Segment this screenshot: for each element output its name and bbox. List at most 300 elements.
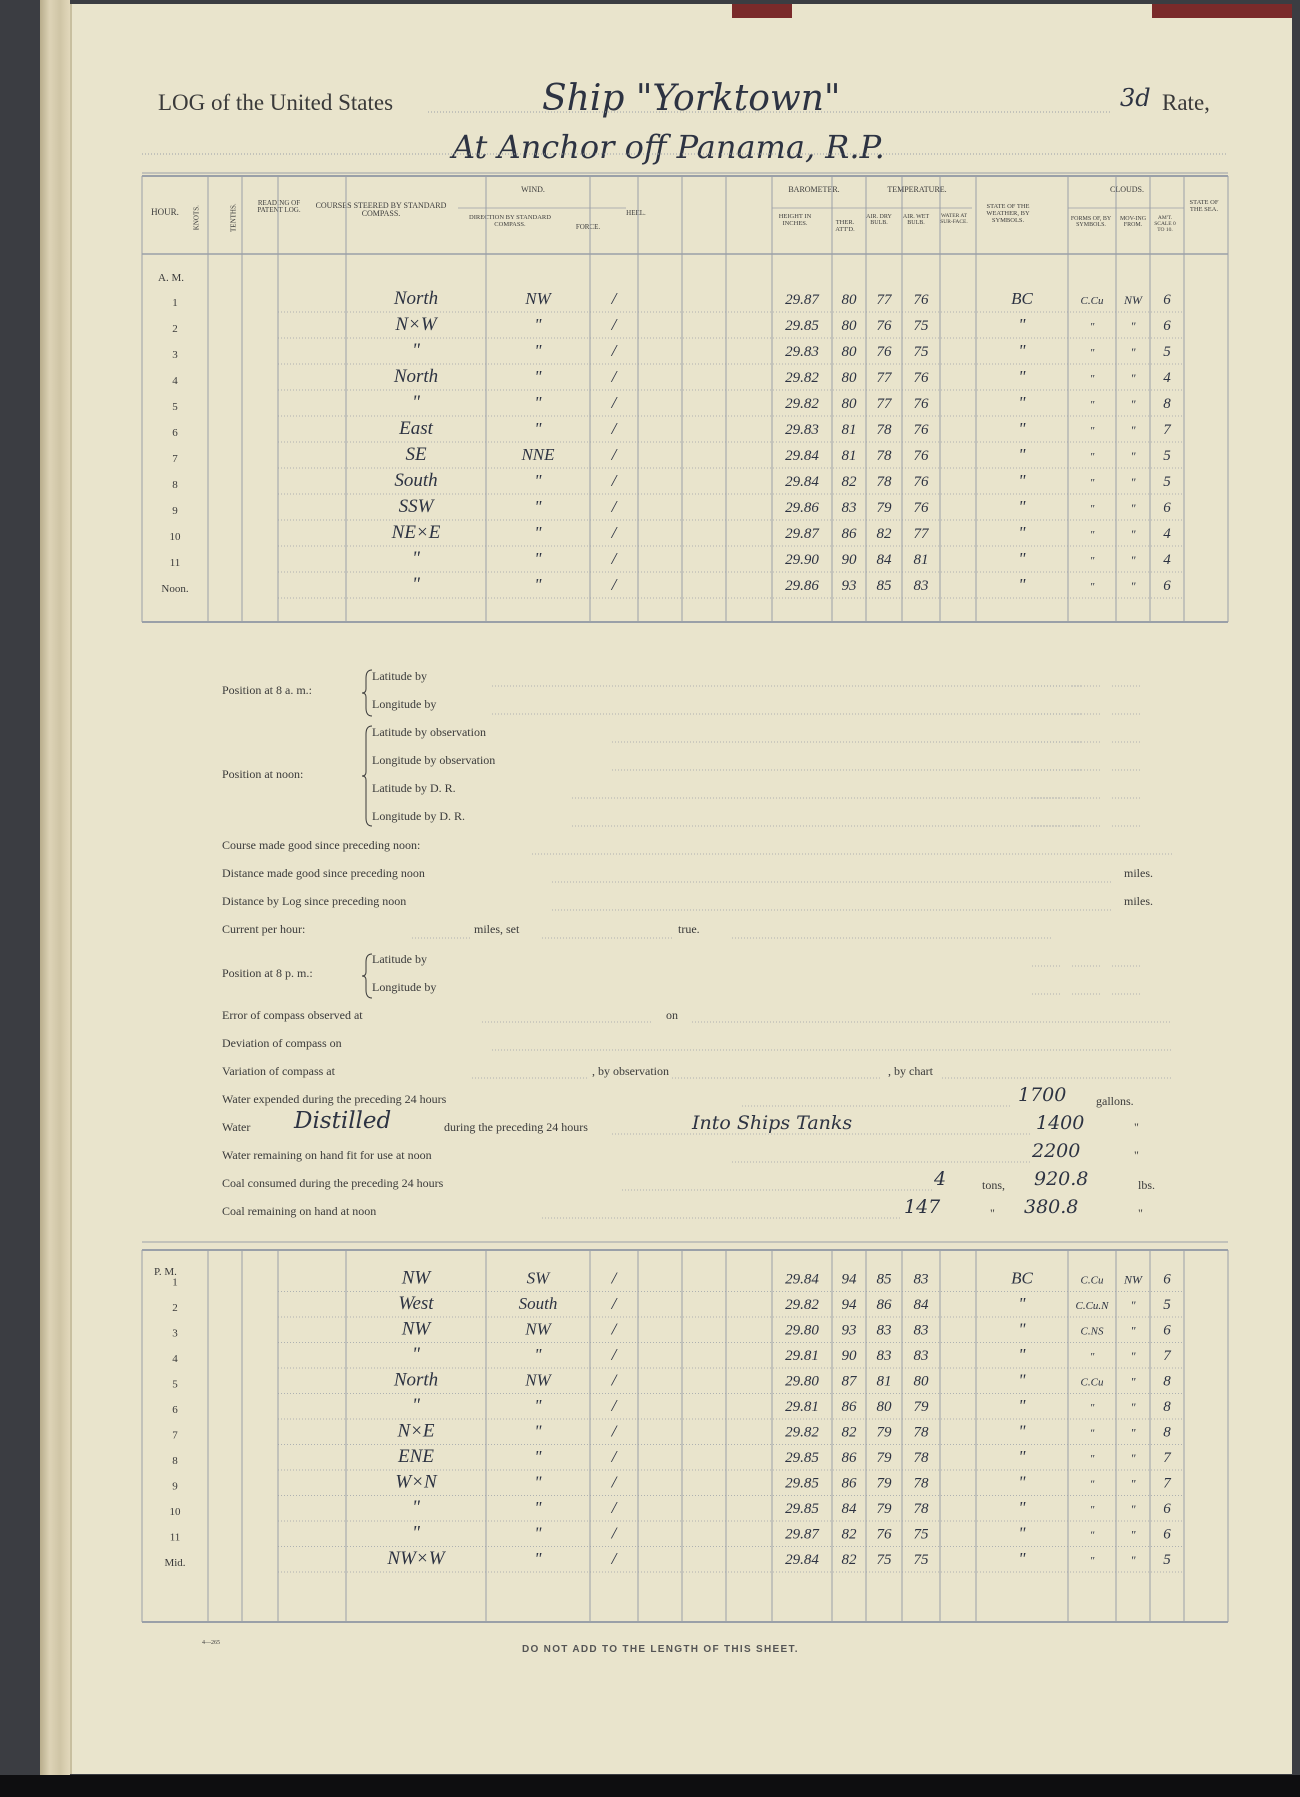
coal-consumed-label: Coal consumed during the preceding 24 hours — [222, 1176, 444, 1190]
pm-wet-bulb: 80 — [913, 1373, 929, 1390]
pm-barometer: 29.82 — [785, 1424, 819, 1441]
am-wind-force: / — [611, 471, 617, 490]
col-heel: HEEL. — [626, 209, 646, 217]
ship-rate: 3d — [1120, 84, 1151, 112]
am-hour-label: 5 — [172, 401, 178, 413]
am-wind-force: / — [611, 549, 617, 568]
pm-wind-direction: " — [534, 1345, 542, 1364]
water-remaining-value: 2200 — [1032, 1140, 1081, 1162]
pm-cloud-forms: " — [1089, 1427, 1095, 1440]
pm-wet-bulb: 83 — [913, 1271, 929, 1288]
am-wind-force: / — [611, 341, 617, 360]
am-hour-label: 8 — [172, 479, 178, 491]
water-during: during the preceding 24 hours — [444, 1120, 588, 1134]
pm-barometer: 29.84 — [785, 1552, 819, 1568]
pm-cloud-forms: C.Cu.N — [1075, 1300, 1109, 1312]
pm-dry-bulb: 81 — [876, 1373, 892, 1390]
lon-by-8pm: Longitude by — [372, 980, 437, 994]
am-wet-bulb: 81 — [913, 552, 929, 568]
log-grid — [72, 4, 1292, 1774]
pm-wind-direction: NW — [525, 1319, 551, 1339]
miles-unit: miles. — [1124, 894, 1153, 908]
page-stack-edge — [40, 0, 70, 1775]
col-air-wet: AIR. WET BULB. — [902, 214, 930, 227]
pm-cloud-amount: 8 — [1163, 1424, 1171, 1441]
position-8am-label: Position at 8 a. m.: — [222, 683, 312, 697]
am-wind-direction: " — [534, 497, 542, 516]
am-weather: BC — [1011, 289, 1033, 308]
am-cloud-amount: 5 — [1163, 448, 1171, 464]
miles-unit: miles. — [1124, 866, 1153, 880]
am-dry-bulb: 82 — [876, 526, 892, 542]
am-wet-bulb: 77 — [913, 526, 929, 542]
pm-wet-bulb: 78 — [913, 1450, 929, 1466]
col-air-dry: AIR. DRY BULB. — [866, 214, 892, 227]
pm-dry-bulb: 79 — [876, 1450, 892, 1466]
am-course: South — [394, 470, 438, 491]
am-barometer: 29.87 — [785, 526, 819, 542]
am-barometer: 29.86 — [785, 578, 819, 594]
pm-wind-force: / — [611, 1523, 617, 1543]
am-wet-bulb: 76 — [913, 474, 929, 490]
pm-barometer: 29.85 — [785, 1475, 819, 1492]
am-dry-bulb: 76 — [876, 318, 892, 334]
am-barometer: 29.83 — [785, 344, 819, 360]
pm-wind-direction: " — [534, 1523, 542, 1543]
coal-consumed-tons: 4 — [934, 1168, 947, 1190]
am-dry-bulb: 77 — [876, 396, 892, 412]
am-ther-att: 93 — [841, 578, 857, 594]
am-course: SSW — [398, 496, 434, 517]
am-barometer: 29.82 — [785, 396, 819, 412]
pm-wind-direction: " — [534, 1396, 542, 1415]
am-course: " — [412, 392, 420, 413]
current-per-hour: Current per hour: — [222, 922, 306, 936]
am-wind-force: / — [611, 289, 617, 308]
am-cloud-moving: " — [1130, 345, 1136, 359]
am-ther-att: 83 — [841, 500, 857, 516]
lat-by-8am: Latitude by — [372, 669, 427, 683]
am-cloud-moving: NW — [1124, 293, 1142, 307]
pm-cloud-forms: C.Cu — [1080, 1274, 1104, 1287]
pm-wind-force: / — [611, 1447, 617, 1466]
pm-wind-direction: " — [534, 1498, 542, 1517]
am-wind-force: / — [611, 497, 617, 516]
pm-cloud-forms: " — [1089, 1351, 1095, 1363]
pm-cloud-amount: 8 — [1163, 1399, 1171, 1415]
pm-cloud-amount: 5 — [1163, 1297, 1171, 1313]
current-miles-set: miles, set — [474, 922, 520, 936]
pm-cloud-amount: 7 — [1163, 1450, 1171, 1466]
water-expended-value: 1700 — [1018, 1084, 1067, 1106]
pm-cloud-moving: " — [1130, 1323, 1136, 1338]
lon-observation: Longitude by observation — [372, 753, 496, 767]
course-made-good: Course made good since preceding noon: — [222, 838, 421, 852]
am-wind-direction: NNE — [521, 445, 555, 464]
pm-weather: " — [1018, 1294, 1026, 1313]
deviation-of-compass: Deviation of compass on — [222, 1036, 342, 1050]
pm-weather: " — [1018, 1319, 1026, 1339]
am-ther-att: 82 — [841, 474, 857, 490]
am-dry-bulb: 84 — [876, 552, 892, 568]
am-hour-label: 6 — [172, 427, 178, 439]
col-knots: KNOTS. — [192, 205, 201, 231]
pm-wind-force: / — [611, 1421, 617, 1441]
col-hour: HOUR. — [151, 207, 179, 217]
variation-by-chart: , by chart — [888, 1064, 933, 1078]
error-on-label: on — [666, 1008, 678, 1022]
form-number: 4—265 — [202, 1640, 220, 1646]
col-cloud-amount: AM'T. SCALE 0 TO 10. — [1154, 215, 1176, 233]
pm-course: " — [412, 1497, 420, 1518]
pm-hour-label: 9 — [172, 1480, 178, 1493]
gallons-unit: gallons. — [1096, 1094, 1134, 1108]
pm-course: West — [398, 1293, 434, 1314]
am-dry-bulb: 77 — [876, 370, 892, 386]
am-cloud-forms: " — [1089, 477, 1095, 489]
pm-dry-bulb: 86 — [876, 1297, 892, 1313]
error-of-compass: Error of compass observed at — [222, 1008, 363, 1022]
am-hour-label: Noon. — [161, 583, 189, 595]
am-cloud-moving: " — [1130, 501, 1136, 515]
am-ther-att: 80 — [841, 318, 857, 334]
water-expended-label: Water expended during the preceding 24 hours — [222, 1092, 447, 1106]
am-wind-direction: " — [534, 549, 542, 568]
am-course: SE — [405, 444, 427, 465]
am-ther-att: 86 — [841, 526, 857, 542]
am-barometer: 29.90 — [785, 552, 819, 568]
lat-by-8pm: Latitude by — [372, 952, 427, 966]
pm-ther-att: 94 — [841, 1297, 857, 1313]
am-barometer: 29.86 — [785, 500, 819, 516]
pm-cloud-moving: " — [1130, 1527, 1136, 1542]
am-cloud-moving: " — [1130, 579, 1136, 593]
am-cloud-moving: " — [1130, 397, 1136, 411]
pm-cloud-forms: " — [1089, 1555, 1095, 1567]
pm-course: ENE — [398, 1446, 434, 1467]
pm-cloud-moving: " — [1130, 1451, 1136, 1465]
col-courses: COURSES STEERED BY STANDARD COMPASS. — [315, 201, 447, 219]
pm-cloud-amount: 7 — [1163, 1475, 1171, 1492]
am-wind-direction: " — [534, 393, 542, 412]
am-wet-bulb: 76 — [913, 500, 929, 516]
am-barometer: 29.83 — [785, 422, 819, 438]
pm-course: NW×W — [387, 1548, 445, 1569]
col-wind: WIND. — [521, 185, 545, 194]
am-wind-direction: " — [534, 315, 542, 334]
pm-cloud-moving: " — [1130, 1298, 1136, 1312]
pm-ther-att: 82 — [841, 1526, 857, 1543]
pm-cloud-forms: " — [1089, 1529, 1095, 1542]
pm-barometer: 29.81 — [785, 1348, 819, 1364]
am-cloud-amount: 7 — [1163, 422, 1171, 438]
pm-barometer: 29.85 — [785, 1501, 819, 1517]
pm-barometer: 29.81 — [785, 1399, 819, 1415]
col-tenths: TENTHS. — [229, 203, 238, 232]
pm-course: W×N — [395, 1471, 437, 1493]
am-cloud-amount: 5 — [1163, 344, 1171, 360]
am-wind-direction: NW — [525, 289, 551, 308]
pm-wind-force: / — [611, 1294, 617, 1313]
pm-cloud-forms: C.Cu — [1080, 1376, 1104, 1389]
col-patent-log: READING OF PATENT LOG. — [257, 199, 301, 215]
am-wind-direction: " — [534, 575, 542, 594]
ditto-mark: " — [1134, 1120, 1139, 1134]
am-hour-label: 3 — [172, 349, 178, 361]
am-hour-label: 1 — [172, 297, 178, 309]
am-dry-bulb: 76 — [876, 344, 892, 360]
pm-ther-att: 87 — [841, 1373, 857, 1390]
am-cloud-forms: " — [1089, 321, 1095, 333]
rate-suffix: Rate, — [1162, 90, 1210, 115]
am-cloud-forms: " — [1089, 451, 1095, 463]
pm-wind-direction: NW — [525, 1370, 551, 1390]
am-wind-force: / — [611, 367, 617, 386]
am-wind-force: / — [611, 315, 617, 334]
pm-wind-force: / — [611, 1345, 617, 1364]
pm-cloud-moving: " — [1130, 1553, 1136, 1567]
pm-hour-label: 4 — [172, 1353, 178, 1365]
col-weather: STATE OF THE WEATHER, BY SYMBOLS. — [986, 203, 1030, 224]
am-course: N×W — [395, 314, 437, 335]
am-dry-bulb: 78 — [876, 474, 892, 490]
pm-weather: " — [1018, 1523, 1026, 1543]
tons-unit: tons, — [982, 1178, 1006, 1192]
am-cloud-amount: 4 — [1163, 552, 1171, 568]
pm-wet-bulb: 83 — [913, 1322, 929, 1339]
pm-label: P. M. — [154, 1266, 177, 1278]
pm-ther-att: 82 — [841, 1552, 857, 1568]
pm-ther-att: 94 — [841, 1271, 857, 1288]
am-cloud-amount: 6 — [1163, 292, 1171, 308]
am-barometer: 29.84 — [785, 474, 819, 490]
pm-cloud-forms: " — [1089, 1504, 1095, 1516]
pm-weather: " — [1018, 1498, 1026, 1517]
pm-barometer: 29.84 — [785, 1271, 819, 1288]
pm-cloud-forms: " — [1089, 1478, 1095, 1491]
pm-wet-bulb: 78 — [913, 1424, 929, 1441]
pm-wet-bulb: 79 — [913, 1399, 929, 1415]
coal-remaining-label: Coal remaining on hand at noon — [222, 1204, 377, 1218]
ditto-mark: " — [990, 1206, 995, 1220]
am-cloud-forms: " — [1089, 425, 1095, 437]
am-cloud-moving: " — [1130, 371, 1136, 385]
am-cloud-moving: " — [1130, 319, 1136, 333]
pm-cloud-forms: C.NS — [1080, 1325, 1104, 1338]
pm-wind-force: / — [611, 1268, 617, 1288]
water-remaining-label: Water remaining on hand fit for use at noon — [222, 1148, 432, 1162]
pm-weather: " — [1018, 1345, 1026, 1364]
pm-wind-force: / — [611, 1370, 617, 1390]
water-label: Water — [222, 1120, 251, 1134]
pm-cloud-amount: 6 — [1163, 1526, 1171, 1543]
pm-course: North — [393, 1369, 439, 1391]
pm-cloud-moving: " — [1130, 1476, 1136, 1491]
pm-dry-bulb: 83 — [876, 1322, 892, 1339]
am-weather: " — [1018, 341, 1026, 360]
ditto-mark: " — [1138, 1206, 1143, 1220]
col-water-surface: WATER AT SUR-FACE. — [940, 213, 968, 225]
pm-cloud-amount: 6 — [1163, 1271, 1171, 1288]
am-cloud-forms: " — [1089, 347, 1095, 359]
pm-wet-bulb: 78 — [913, 1475, 929, 1492]
pm-dry-bulb: 76 — [876, 1526, 892, 1543]
am-course: East — [399, 418, 433, 439]
am-ther-att: 80 — [841, 292, 857, 308]
lbs-unit: lbs. — [1138, 1178, 1156, 1192]
lat-observation: Latitude by observation — [372, 725, 486, 739]
am-dry-bulb: 78 — [876, 448, 892, 464]
distance-made-good: Distance made good since preceding noon — [222, 866, 425, 880]
pm-hour-label: 8 — [172, 1455, 178, 1467]
pm-cloud-moving: " — [1130, 1400, 1136, 1414]
am-cloud-forms: " — [1089, 581, 1095, 593]
pm-wet-bulb: 75 — [913, 1552, 929, 1568]
am-weather: " — [1018, 549, 1026, 568]
am-weather: " — [1018, 445, 1026, 464]
am-cloud-forms: " — [1089, 399, 1095, 411]
am-wet-bulb: 76 — [913, 396, 929, 412]
pm-course: NW — [401, 1267, 431, 1289]
variation-by-observation: , by observation — [592, 1064, 669, 1078]
am-hour-label: 11 — [169, 557, 181, 569]
pm-dry-bulb: 79 — [876, 1475, 892, 1492]
pm-hour-label: 3 — [172, 1327, 178, 1340]
bracket-brace — [362, 670, 372, 716]
pm-dry-bulb: 79 — [876, 1424, 892, 1441]
pm-dry-bulb: 85 — [876, 1271, 892, 1288]
pm-wind-direction: " — [534, 1447, 542, 1466]
pm-wind-direction: SW — [526, 1268, 550, 1288]
pm-cloud-amount: 6 — [1163, 1501, 1171, 1517]
pm-cloud-moving: NW — [1124, 1272, 1142, 1287]
bracket-brace — [362, 726, 372, 826]
pm-course: " — [412, 1344, 420, 1365]
pm-wind-direction: " — [534, 1472, 542, 1492]
col-wind-force: FORCE. — [575, 223, 601, 231]
position-8pm-label: Position at 8 p. m.: — [222, 966, 313, 980]
col-barometer: BAROMETER. — [788, 185, 840, 194]
pm-barometer: 29.82 — [785, 1297, 819, 1313]
am-label: A. M. — [158, 272, 184, 284]
col-clouds: CLOUDS. — [1109, 185, 1144, 194]
pm-cloud-moving: " — [1130, 1502, 1136, 1516]
am-cloud-moving: " — [1130, 475, 1136, 489]
pm-weather: " — [1018, 1396, 1026, 1415]
col-sea: STATE OF THE SEA. — [1189, 199, 1219, 213]
variation-of-compass: Variation of compass at — [222, 1064, 335, 1078]
am-wind-direction: " — [534, 523, 542, 542]
ship-name: Ship "Yorktown" — [542, 78, 841, 119]
am-hour-label: 2 — [172, 323, 178, 335]
am-wind-direction: " — [534, 471, 542, 490]
pm-hour-label: 6 — [172, 1404, 178, 1416]
am-barometer: 29.82 — [785, 370, 819, 386]
am-wet-bulb: 75 — [913, 318, 929, 334]
pm-weather: " — [1018, 1472, 1026, 1492]
pm-hour-label: 11 — [169, 1531, 181, 1544]
bracket-brace — [362, 954, 372, 998]
pm-cloud-moving: " — [1130, 1349, 1136, 1363]
water-kind: Distilled — [294, 1108, 392, 1134]
am-cloud-forms: " — [1089, 503, 1095, 515]
am-course: North — [393, 288, 439, 309]
am-barometer: 29.87 — [785, 292, 819, 308]
am-cloud-forms: " — [1089, 555, 1095, 567]
pm-cloud-forms: " — [1089, 1453, 1095, 1465]
pm-dry-bulb: 80 — [876, 1399, 892, 1415]
col-wind-direction: DIRECTION BY STANDARD COMPASS. — [469, 214, 551, 228]
pm-ther-att: 84 — [841, 1501, 857, 1517]
pm-cloud-amount: 8 — [1163, 1373, 1171, 1390]
am-cloud-moving: " — [1130, 553, 1136, 567]
log-title-prefix: LOG of the United States — [158, 90, 394, 115]
pm-cloud-moving: " — [1130, 1374, 1136, 1389]
pm-hour-label: 5 — [172, 1378, 178, 1391]
pm-wind-force: / — [611, 1396, 617, 1415]
pm-barometer: 29.87 — [785, 1526, 819, 1543]
col-temperature: TEMPERATURE. — [887, 185, 947, 194]
am-wind-direction: " — [534, 419, 542, 438]
am-weather: " — [1018, 419, 1026, 438]
am-hour-label: 9 — [172, 505, 178, 517]
am-barometer: 29.84 — [785, 448, 819, 464]
am-cloud-amount: 8 — [1163, 396, 1171, 412]
pm-course: N×E — [397, 1420, 435, 1442]
am-course: " — [412, 548, 420, 569]
am-cloud-amount: 6 — [1163, 500, 1171, 516]
am-ther-att: 81 — [841, 422, 857, 438]
water-distilled-value: 1400 — [1036, 1112, 1085, 1134]
log-sheet — [70, 4, 1292, 1774]
col-ther-att: THER. ATT'D. — [835, 219, 855, 233]
pm-wet-bulb: 75 — [913, 1526, 929, 1543]
pm-ther-att: 86 — [841, 1399, 857, 1415]
col-cloud-forms: FORMS OF, BY SYMBOLS. — [1070, 216, 1112, 229]
am-ther-att: 90 — [841, 552, 857, 568]
am-ther-att: 80 — [841, 396, 857, 412]
col-cloud-moving: MOV-ING FROM. — [1119, 216, 1147, 229]
pm-cloud-moving: " — [1130, 1425, 1136, 1440]
am-wet-bulb: 76 — [913, 292, 929, 308]
pm-wet-bulb: 83 — [913, 1348, 929, 1364]
pm-wind-direction: " — [534, 1549, 542, 1568]
am-cloud-forms: " — [1089, 529, 1095, 541]
pm-barometer: 29.80 — [785, 1322, 819, 1339]
pm-wind-direction: South — [518, 1294, 558, 1313]
length-notice: DO NOT ADD TO THE LENGTH OF THIS SHEET. — [522, 1644, 799, 1655]
pm-weather: " — [1018, 1370, 1026, 1390]
pm-cloud-amount: 7 — [1163, 1348, 1171, 1364]
col-baro-height: HEIGHT IN INCHES. — [778, 213, 812, 227]
pm-barometer: 29.80 — [785, 1373, 819, 1390]
am-ther-att: 80 — [841, 344, 857, 360]
pm-ther-att: 82 — [841, 1424, 857, 1441]
am-weather: " — [1018, 393, 1026, 412]
am-cloud-amount: 4 — [1163, 526, 1171, 542]
am-wet-bulb: 76 — [913, 448, 929, 464]
pm-cloud-amount: 6 — [1163, 1322, 1171, 1339]
current-true: true. — [678, 922, 700, 936]
am-cloud-amount: 5 — [1163, 474, 1171, 490]
am-course: North — [393, 366, 439, 387]
am-wet-bulb: 75 — [913, 344, 929, 360]
pm-weather: BC — [1011, 1268, 1033, 1288]
coal-remaining-tons: 147 — [904, 1196, 941, 1218]
am-course: NE×E — [391, 522, 441, 543]
lon-by-8am: Longitude by — [372, 697, 437, 711]
pm-hour-label: 2 — [172, 1302, 178, 1314]
